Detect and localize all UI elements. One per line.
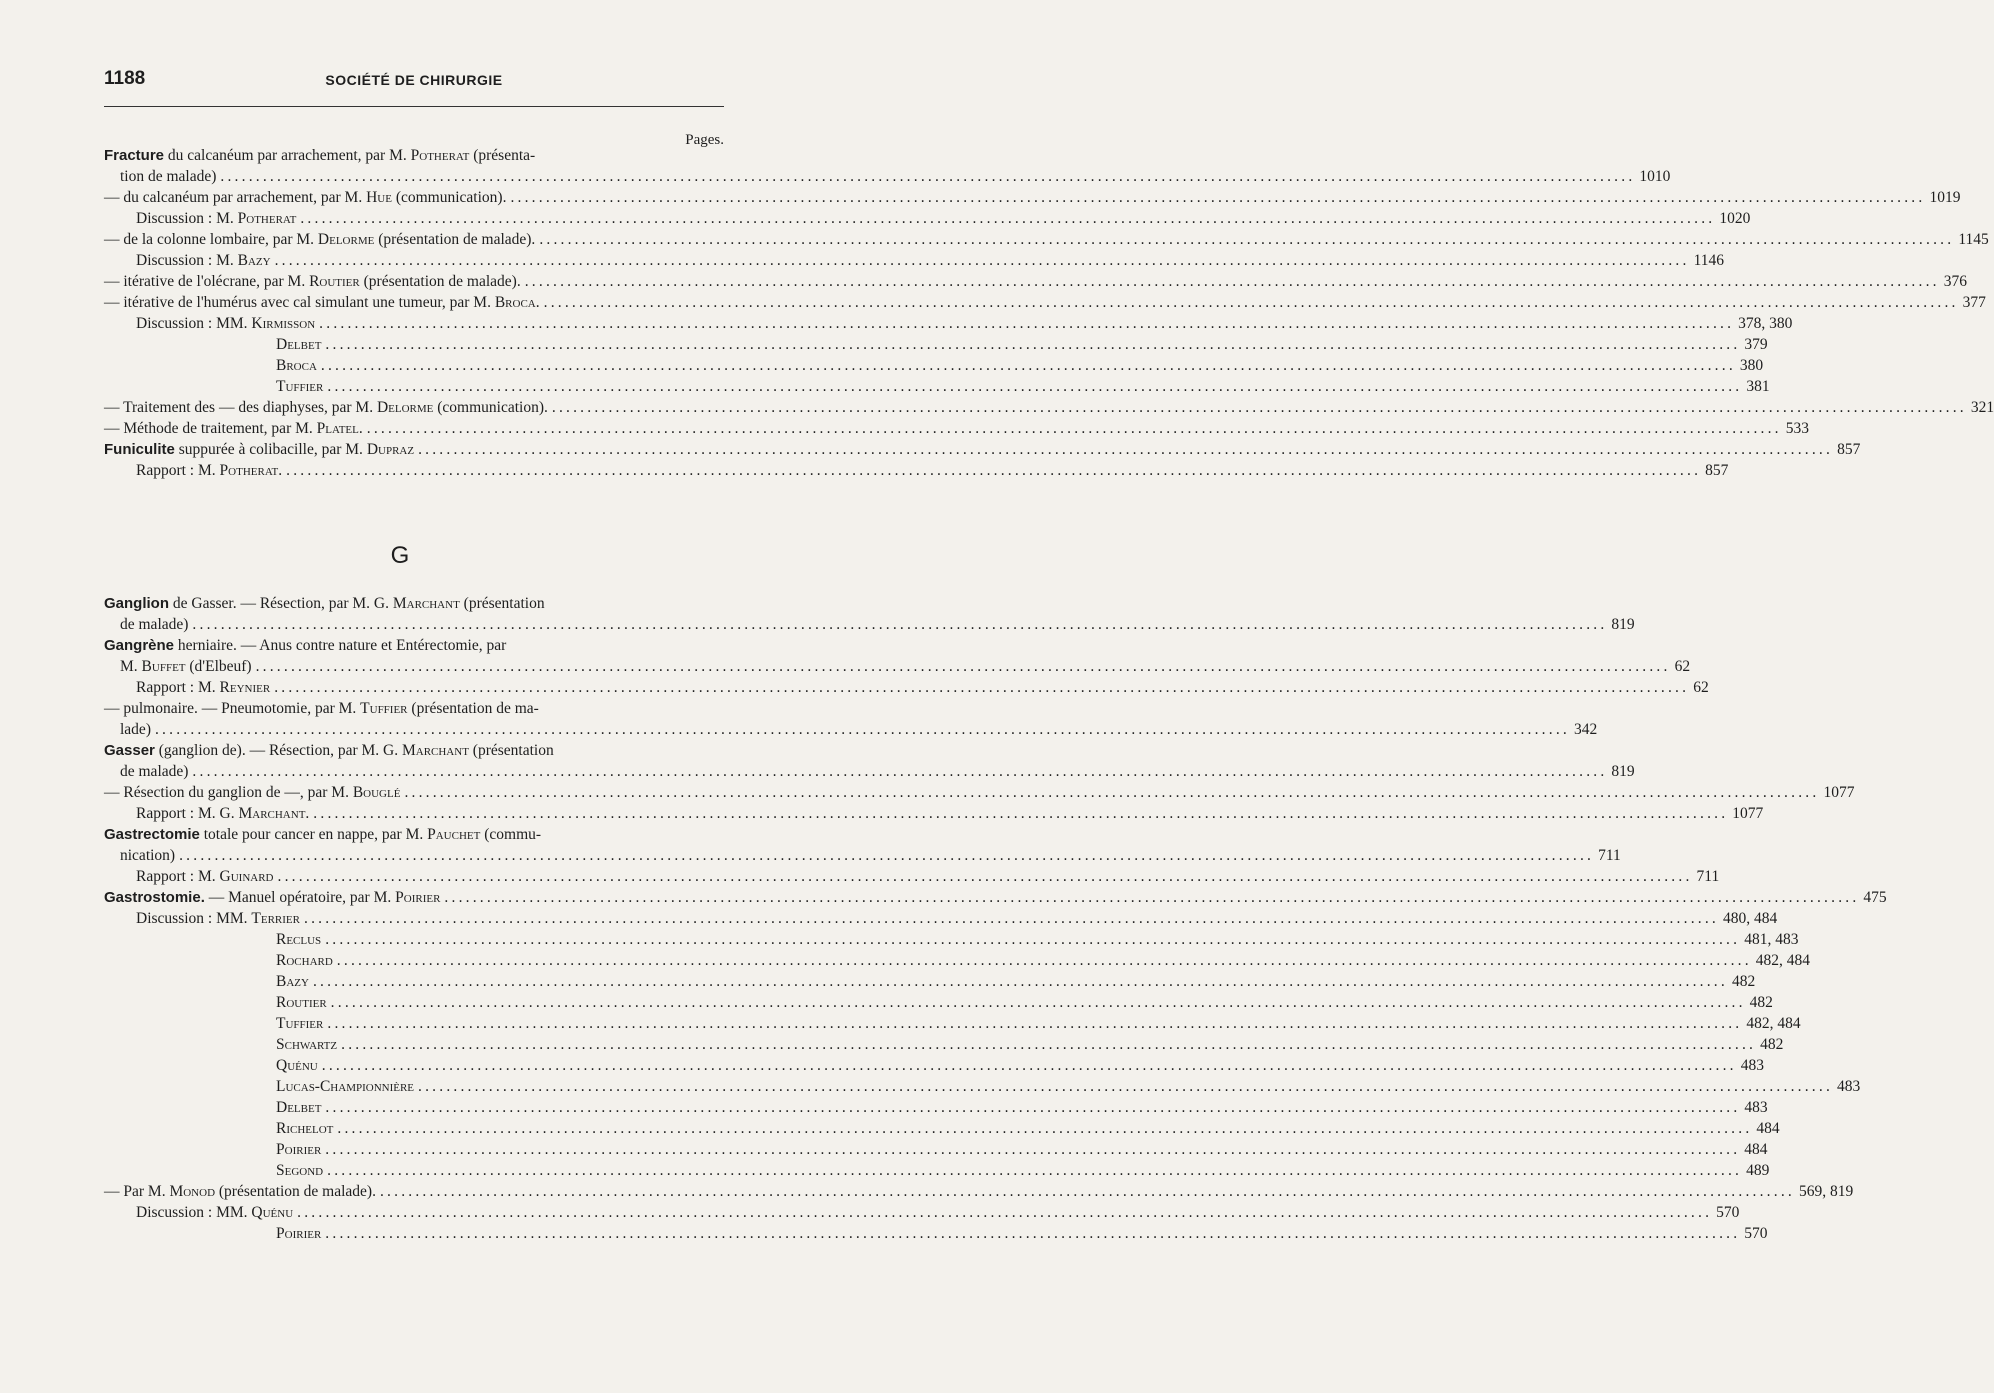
- entry-fragment: Discussion : MM.: [136, 315, 252, 332]
- page-reference: 379: [1744, 336, 1768, 353]
- page-reference: 1020: [1719, 210, 1751, 227]
- entry-fragment: — Traitement des — des diaphyses, par M.: [104, 399, 377, 416]
- index-line: [276, 1223, 1768, 1244]
- page-reference: 342: [1573, 721, 1598, 738]
- page-number: 1188: [104, 68, 146, 89]
- author-name: Routier: [309, 273, 360, 290]
- page-reference: 378, 380: [1738, 315, 1793, 332]
- entry-fragment: Discussion : MM.: [136, 1204, 252, 1221]
- entry-fragment: — itérative de l'olécrane, par M.: [104, 273, 310, 290]
- entry-text: [276, 1223, 321, 1244]
- page-reference: 62: [1693, 679, 1709, 696]
- page-reference: 1019: [1929, 189, 1961, 206]
- author-name: Marchant: [392, 595, 460, 612]
- index-line: [104, 187, 1961, 208]
- page-reference: 711: [1598, 847, 1621, 864]
- entry-text: [104, 397, 548, 418]
- entry-fragment: — Méthode de traitement, par M.: [104, 420, 317, 437]
- index-line: [104, 782, 1855, 803]
- author-name: Segond: [276, 1162, 324, 1179]
- author-name: Bouglé: [352, 784, 401, 801]
- leader-dots: ........................................................................................................................................................................................................: [551, 399, 1967, 416]
- entry-fragment: (présentation de malade).: [359, 273, 521, 290]
- leader-dots: ........................................................................................................................................................................................................: [313, 805, 1729, 822]
- entry-fragment: de Gasser. — Résection, par M. G.: [169, 595, 393, 612]
- page-reference: 482: [1760, 1036, 1784, 1053]
- entry-text: [276, 1034, 337, 1055]
- entry-text: [136, 677, 270, 698]
- author-name: Lucas-Championnière: [276, 1078, 415, 1095]
- entry-text: [120, 719, 151, 740]
- page-reference: 569, 819: [1798, 1183, 1854, 1200]
- entry-text: [120, 761, 188, 782]
- author-name: Pauchet: [427, 826, 481, 843]
- author-name: Tuffier: [276, 1015, 324, 1032]
- author-name: Tuffier: [360, 700, 408, 717]
- leader-dots: ........................................................................................................................................................................................................: [327, 1015, 1743, 1032]
- entry-fragment: (présentation de ma-: [407, 700, 539, 717]
- entry-fragment: Rapport : M.: [136, 462, 220, 479]
- entry-text: [120, 614, 188, 635]
- entry-fragment: (communication).: [391, 189, 507, 206]
- entry-heading: Gastrectomie: [104, 826, 200, 843]
- author-name: Richelot: [276, 1120, 334, 1137]
- index-line: [120, 719, 1598, 740]
- index-line: [104, 439, 1861, 460]
- entry-fragment: — de la colonne lombaire, par M.: [104, 231, 318, 248]
- author-name: Dupraz: [366, 441, 415, 458]
- entry-text: [104, 595, 545, 612]
- index-line: [104, 698, 726, 719]
- author-name: Delbet: [276, 1099, 322, 1116]
- entry-text: [276, 1013, 323, 1034]
- index-line: [276, 334, 1768, 355]
- page-reference: 711: [1696, 868, 1720, 885]
- leader-dots: ........................................................................................................................................................................................................: [327, 378, 1743, 395]
- author-name: Schwartz: [276, 1036, 338, 1053]
- index-line: [276, 1034, 1784, 1055]
- page-reference: 62: [1674, 658, 1691, 675]
- leader-dots: ........................................................................................................................................................................................................: [220, 168, 1636, 185]
- author-name: Hue: [366, 189, 392, 206]
- index-line: [104, 635, 726, 656]
- index-line: [276, 992, 1773, 1013]
- entry-text: [104, 742, 554, 759]
- leader-dots: ........................................................................................................................................................................................................: [404, 784, 1820, 801]
- author-name: Reclus: [276, 931, 322, 948]
- entry-fragment: (présentation de malade).: [215, 1183, 376, 1200]
- entry-text: [276, 992, 327, 1013]
- entry-fragment: — pulmonaire. — Pneumotomie, par M.: [104, 700, 361, 717]
- leader-dots: ........................................................................................................................................................................................................: [418, 1078, 1834, 1095]
- author-name: Poirier: [276, 1141, 322, 1158]
- author-name: Quénu: [276, 1057, 318, 1074]
- author-name: Poirier: [276, 1225, 322, 1242]
- author-name: Kirmisson: [251, 315, 316, 332]
- entry-fragment: suppurée à colibacille, par M.: [174, 441, 367, 458]
- index-line: [120, 166, 1671, 187]
- index-line: [276, 950, 1811, 971]
- index-line: [136, 208, 1751, 229]
- author-name: Routier: [276, 994, 327, 1011]
- entry-text: [276, 355, 317, 376]
- entry-fragment: (présenta-: [469, 147, 536, 164]
- leader-dots: ........................................................................................................................................................................................................: [297, 1204, 1713, 1221]
- entry-text: [104, 147, 535, 164]
- entry-fragment: Discussion : M.: [136, 252, 238, 269]
- author-name: Marchant: [238, 805, 306, 822]
- entry-text: [136, 313, 315, 334]
- entry-text: [276, 376, 323, 397]
- entry-text: [136, 460, 282, 481]
- leader-dots: ........................................................................................................................................................................................................: [444, 889, 1860, 906]
- entry-fragment: M.: [120, 658, 142, 675]
- entry-fragment: lade): [120, 721, 151, 738]
- entry-text: [104, 637, 506, 654]
- index-line: [120, 614, 1635, 635]
- entry-heading: Gangrène: [104, 637, 175, 654]
- author-name: Buffet: [141, 658, 186, 675]
- page-reference: 819: [1611, 616, 1635, 633]
- entry-text: [276, 950, 333, 971]
- entry-fragment: de malade): [120, 616, 189, 633]
- entry-fragment: (commu-: [480, 826, 542, 843]
- entry-text: [104, 887, 440, 908]
- index-line: [276, 971, 1756, 992]
- entry-fragment: Discussion : MM.: [136, 910, 252, 927]
- page-reference: 321: [1970, 399, 1994, 416]
- entry-text: [276, 1118, 333, 1139]
- pages-column-label: Pages.: [685, 132, 724, 148]
- index-line: [120, 656, 1691, 677]
- entry-heading: Gasser: [104, 742, 155, 759]
- leader-dots: ........................................................................................................................................................................................................: [274, 679, 1690, 696]
- page-header: [104, 68, 724, 98]
- index-line: [276, 1097, 1768, 1118]
- author-name: Quénu: [251, 1204, 294, 1221]
- entry-heading: Fracture: [104, 147, 165, 164]
- author-name: Monod: [169, 1183, 216, 1200]
- page-reference: 484: [1744, 1141, 1768, 1158]
- entry-fragment: — Manuel opératoire, par M.: [204, 889, 396, 906]
- entry-fragment: nication): [120, 847, 176, 864]
- leader-dots: ........................................................................................................................................................................................................: [330, 994, 1746, 1011]
- index-line: [276, 376, 1770, 397]
- leader-dots: ........................................................................................................................................................................................................: [192, 616, 1608, 633]
- index-line: [104, 145, 726, 166]
- entry-fragment: (ganglion de). — Résection, par M. G.: [154, 742, 402, 759]
- page-reference: 1077: [1823, 784, 1855, 801]
- index-line: [136, 250, 1725, 271]
- entry-text: [136, 1202, 293, 1223]
- author-name: Bazy: [276, 973, 309, 990]
- entry-text: [120, 845, 175, 866]
- leader-dots: ........................................................................................................................................................................................................: [366, 420, 1782, 437]
- entry-fragment: herniaire. — Anus contre nature et Entérectomie, par: [174, 637, 507, 654]
- index-line: [104, 593, 726, 614]
- page-reference: 483: [1837, 1078, 1861, 1095]
- index-line: [276, 355, 1764, 376]
- author-name: Tuffier: [276, 378, 324, 395]
- entry-heading: Ganglion: [104, 595, 169, 612]
- leader-dots: ........................................................................................................................................................................................................: [274, 252, 1690, 269]
- section-letter: G: [390, 542, 410, 569]
- leader-dots: ........................................................................................................................................................................................................: [192, 763, 1608, 780]
- page-reference: 482, 484: [1746, 1015, 1801, 1032]
- entry-text: [104, 229, 535, 250]
- page-reference: 376: [1943, 273, 1967, 290]
- index-line: [136, 803, 1764, 824]
- entry-fragment: (présentation: [468, 742, 554, 759]
- page-reference: 819: [1611, 763, 1635, 780]
- leader-dots: ........................................................................................................................................................................................................: [327, 1162, 1743, 1179]
- author-name: Delorme: [376, 399, 434, 416]
- index-line: [104, 271, 1967, 292]
- author-name: Broca: [276, 357, 317, 374]
- index-line: [104, 1181, 1854, 1202]
- author-name: Platel: [316, 420, 359, 437]
- header-rule: [104, 106, 724, 107]
- entry-heading: Gastrostomie.: [104, 889, 205, 906]
- entry-text: [136, 803, 309, 824]
- entry-text: [136, 908, 300, 929]
- page-reference: 570: [1744, 1225, 1768, 1242]
- author-name: Terrier: [251, 910, 300, 927]
- index-line: [136, 866, 1720, 887]
- page-reference: 482: [1749, 994, 1773, 1011]
- index-line: [276, 1055, 1764, 1076]
- index-line: [276, 1118, 1780, 1139]
- page-reference: 377: [1962, 294, 1986, 311]
- entry-text: [136, 208, 296, 229]
- author-name: Reynier: [219, 679, 271, 696]
- leader-dots: ........................................................................................................................................................................................................: [325, 1225, 1741, 1242]
- entry-fragment: Discussion : M.: [136, 210, 238, 227]
- entry-fragment: (présentation: [459, 595, 545, 612]
- leader-dots: ........................................................................................................................................................................................................: [341, 1036, 1757, 1053]
- leader-dots: ........................................................................................................................................................................................................: [154, 721, 1570, 738]
- entry-text: [104, 271, 521, 292]
- entry-text: [276, 971, 309, 992]
- author-name: Marchant: [401, 742, 469, 759]
- leader-dots: ........................................................................................................................................................................................................: [336, 952, 1752, 969]
- entry-fragment: Rapport : M.: [136, 868, 220, 885]
- entry-text: [120, 656, 252, 677]
- entry-text: [276, 1055, 318, 1076]
- author-name: Bazy: [237, 252, 271, 269]
- entry-fragment: de malade): [120, 763, 189, 780]
- page-reference: 482: [1731, 973, 1756, 990]
- leader-dots: ........................................................................................................................................................................................................: [418, 441, 1834, 458]
- entry-text: [104, 826, 541, 843]
- leader-dots: ........................................................................................................................................................................................................: [325, 1099, 1741, 1116]
- page-reference: 480, 484: [1723, 910, 1778, 927]
- entry-text: [136, 866, 274, 887]
- entry-fragment: Rapport : M.: [136, 679, 220, 696]
- leader-dots: ........................................................................................................................................................................................................: [319, 315, 1735, 332]
- leader-dots: ........................................................................................................................................................................................................: [325, 1141, 1741, 1158]
- entry-text: [276, 929, 321, 950]
- page-reference: 483: [1740, 1057, 1764, 1074]
- leader-dots: ........................................................................................................................................................................................................: [524, 273, 1940, 290]
- leader-dots: ........................................................................................................................................................................................................: [286, 462, 1702, 479]
- leader-dots: ........................................................................................................................................................................................................: [304, 910, 1719, 927]
- page-reference: 481, 483: [1744, 931, 1799, 948]
- page-reference: 570: [1716, 1204, 1740, 1221]
- page-reference: 380: [1739, 357, 1764, 374]
- entry-fragment: — Résection du ganglion de —, par M.: [104, 784, 353, 801]
- author-name: Potherat: [237, 210, 297, 227]
- index-line: [104, 229, 1989, 250]
- index-line: [120, 761, 1635, 782]
- entry-text: [104, 700, 539, 717]
- leader-dots: ........................................................................................................................................................................................................: [320, 357, 1736, 374]
- page-reference: 533: [1785, 420, 1809, 437]
- entry-fragment: .: [305, 805, 310, 822]
- entry-text: [276, 334, 321, 355]
- index-line: [104, 292, 1986, 313]
- entry-fragment: Rapport : M. G.: [136, 805, 239, 822]
- entry-fragment: — Par M.: [104, 1183, 170, 1200]
- leader-dots: ........................................................................................................................................................................................................: [255, 658, 1671, 675]
- page-reference: 482, 484: [1755, 952, 1811, 969]
- index-line: [104, 887, 1887, 908]
- entry-heading: Funiculite: [104, 441, 175, 458]
- index-line: [104, 397, 1994, 418]
- index-line: [276, 1013, 1801, 1034]
- entry-fragment: totale pour cancer en nappe, par M.: [199, 826, 428, 843]
- index-line: [136, 1202, 1740, 1223]
- author-name: Poirier: [395, 889, 441, 906]
- entry-text: [136, 250, 271, 271]
- entry-text: [276, 1160, 323, 1181]
- entry-text: [120, 166, 216, 187]
- entry-text: [104, 292, 540, 313]
- page-reference: 484: [1756, 1120, 1780, 1137]
- entry-text: [276, 1097, 321, 1118]
- index-line: [120, 845, 1621, 866]
- leader-dots: ........................................................................................................................................................................................................: [277, 868, 1693, 885]
- leader-dots: ........................................................................................................................................................................................................: [510, 189, 1926, 206]
- entry-text: [276, 1139, 321, 1160]
- leader-dots: ........................................................................................................................................................................................................: [543, 294, 1959, 311]
- index-line: [104, 824, 726, 845]
- entry-fragment: (communication).: [433, 399, 548, 416]
- leader-dots: ........................................................................................................................................................................................................: [321, 1057, 1737, 1074]
- page-reference: 483: [1744, 1099, 1768, 1116]
- index-line: [136, 460, 1729, 481]
- entry-text: [104, 187, 506, 208]
- page-reference: 381: [1746, 378, 1770, 395]
- entry-fragment: .: [358, 420, 363, 437]
- author-name: Rochard: [276, 952, 333, 969]
- index-line: [276, 1139, 1768, 1160]
- index-line: [104, 740, 726, 761]
- page-reference: 857: [1837, 441, 1861, 458]
- index-line: [104, 418, 1809, 439]
- index-line: [136, 677, 1709, 698]
- author-name: Delbet: [276, 336, 322, 353]
- entry-text: [276, 1076, 414, 1097]
- page-reference: 857: [1705, 462, 1729, 479]
- entry-text: [104, 439, 414, 460]
- leader-dots: ........................................................................................................................................................................................................: [379, 1183, 1795, 1200]
- index-line: [276, 1160, 1770, 1181]
- author-name: Delorme: [317, 231, 375, 248]
- entry-fragment: — itérative de l'humérus avec cal simulant une tumeur, par M.: [104, 294, 495, 311]
- leader-dots: ........................................................................................................................................................................................................: [312, 973, 1728, 990]
- author-name: Guinard: [219, 868, 274, 885]
- page-reference: 1145: [1958, 231, 1989, 248]
- entry-fragment: tion de malade): [120, 168, 217, 185]
- entry-fragment: — du calcanéum par arrachement, par M.: [104, 189, 367, 206]
- entry-text: [104, 1181, 376, 1202]
- leader-dots: ........................................................................................................................................................................................................: [337, 1120, 1753, 1137]
- author-name: Potherat: [219, 462, 279, 479]
- leader-dots: ........................................................................................................................................................................................................: [325, 336, 1741, 353]
- leader-dots: ........................................................................................................................................................................................................: [179, 847, 1595, 864]
- page-reference: 475: [1863, 889, 1887, 906]
- page-reference: 1010: [1639, 168, 1671, 185]
- leader-dots: ........................................................................................................................................................................................................: [539, 231, 1955, 248]
- entry-text: [104, 418, 363, 439]
- index-line: [276, 929, 1799, 950]
- leader-dots: ........................................................................................................................................................................................................: [325, 931, 1741, 948]
- entry-fragment: .: [278, 462, 283, 479]
- entry-fragment: .: [535, 294, 540, 311]
- author-name: Broca: [494, 294, 536, 311]
- index-line: [136, 908, 1778, 929]
- index-line: [136, 313, 1793, 334]
- entry-fragment: (présentation de malade).: [374, 231, 536, 248]
- running-head: SOCIÉTÉ DE CHIRURGIE: [325, 72, 503, 88]
- page-reference: 1077: [1732, 805, 1764, 822]
- page-reference: 489: [1746, 1162, 1770, 1179]
- entry-fragment: du calcanéum par arrachement, par M.: [164, 147, 411, 164]
- index-line: [276, 1076, 1861, 1097]
- entry-text: [104, 782, 400, 803]
- page-reference: 1146: [1693, 252, 1725, 269]
- author-name: Potherat: [410, 147, 470, 164]
- entry-fragment: (d'Elbeuf): [185, 658, 252, 675]
- leader-dots: ........................................................................................................................................................................................................: [300, 210, 1716, 227]
